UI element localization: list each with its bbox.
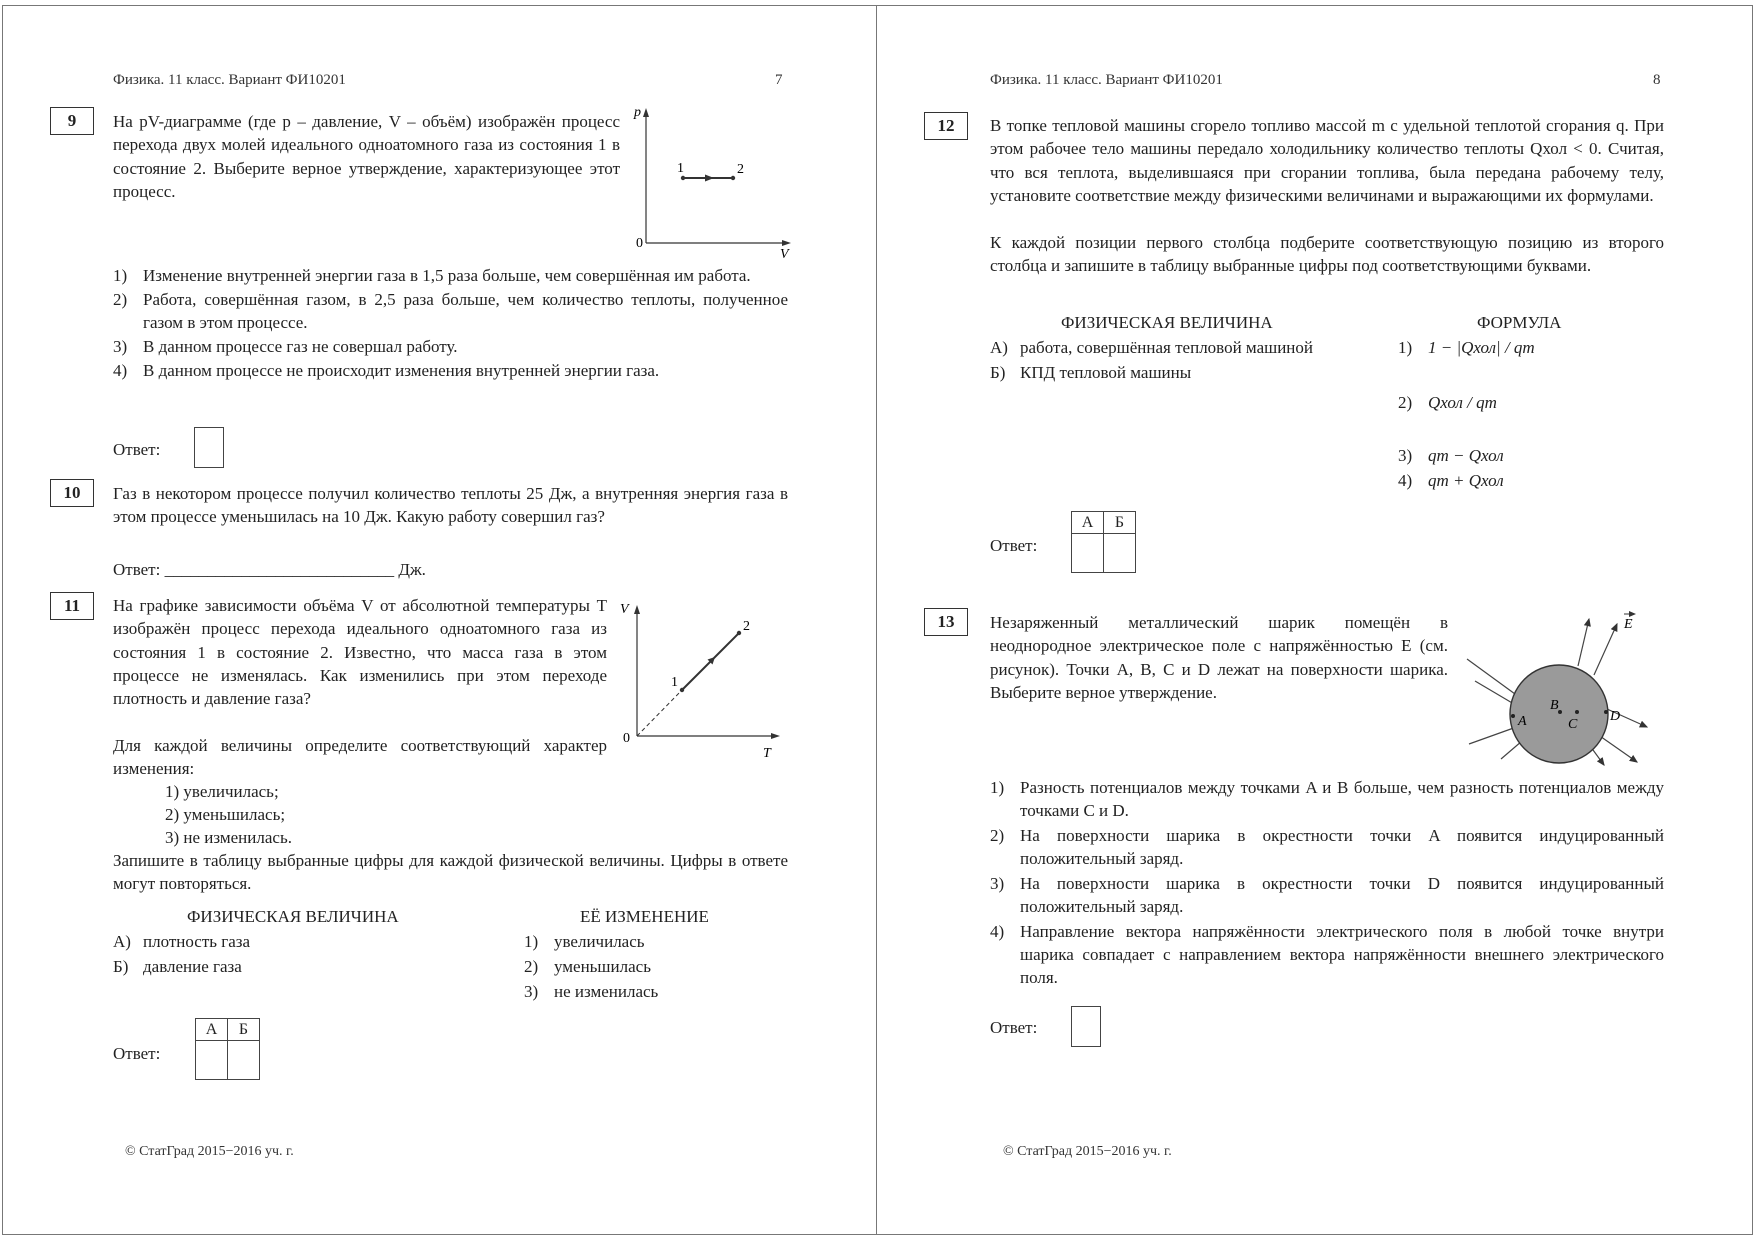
answer-option: 1) Разность потенциалов между точками A и B больше, чем разность потенциалов между точками C и D. xyxy=(990,778,1664,820)
answer-cell[interactable] xyxy=(228,1041,260,1080)
copyright: © СтатГрад 2015−2016 уч. г. xyxy=(1003,1144,1172,1159)
answer-line xyxy=(113,558,426,581)
answer-cell[interactable] xyxy=(1104,534,1136,573)
page-header: Физика. 11 класс. Вариант ФИ10201 xyxy=(990,72,1223,88)
answer-cell[interactable] xyxy=(1072,534,1104,573)
point-a-label: A xyxy=(1518,714,1527,729)
question-number: 9 xyxy=(50,107,94,135)
answer-cell[interactable] xyxy=(196,1041,228,1080)
answer-option: 4) В данном процессе не происходит изменения внутренней энергии газа. xyxy=(113,361,660,380)
axis-label-v: V xyxy=(780,247,789,262)
point-c-label: C xyxy=(1568,717,1578,732)
question-text: Незаряженный металлический шарик помещён в неоднородное электрическое поле с напряжённостью E (см. рисунок). Точки A, B, C и D лежат на поверхности шарика. Выберите верное утверждение. xyxy=(990,613,1448,702)
origin-label: 0 xyxy=(636,236,643,251)
answer-option: 1) Изменение внутренней энергии газа в 1,5 раза больше, чем совершённая им работа. xyxy=(113,266,751,285)
page-number: 8 xyxy=(1653,72,1661,88)
quantity-item: Б) КПД тепловой машины xyxy=(990,363,1192,382)
formula-text: qm + Qхол xyxy=(1428,471,1504,490)
column-header: ФИЗИЧЕСКАЯ ВЕЛИЧИНА xyxy=(1061,313,1273,332)
answer-unit: Дж. xyxy=(398,560,426,579)
page-header: Физика. 11 класс. Вариант ФИ10201 xyxy=(113,72,346,88)
answer-option: 3) В данном процессе газ не совершал работу. xyxy=(113,337,458,356)
copyright: © СтатГрад 2015−2016 уч. г. xyxy=(125,1144,294,1159)
answer-label: Ответ: xyxy=(990,536,1038,555)
formula-item: 2) Qхол / qm xyxy=(1398,393,1497,412)
column-header: ФОРМУЛА xyxy=(1477,313,1562,332)
answer-box[interactable] xyxy=(194,427,224,468)
axis-label-t: T xyxy=(763,746,771,760)
quantity-item: А) работа, совершённая тепловой машиной xyxy=(990,338,1314,357)
answer-table-header: А xyxy=(1072,512,1104,534)
answer-label: Ответ: xyxy=(113,1044,161,1063)
column-header: ЕЁ ИЗМЕНЕНИЕ xyxy=(580,907,709,926)
left-page xyxy=(2,5,877,1235)
change-item: 1) увеличилась xyxy=(524,932,645,951)
question-text: На pV-диаграмме (где p – давление, V – объём) изображён процесс перехода двух молей идеального одноатомного газа из состояния 1 в состояние 2. Выберите верное утверждение, характеризующее этот процесс. xyxy=(113,112,620,201)
answer-option: 2) На поверхности шарика в окрестности точки A появится индуцированный положительный заряд. xyxy=(990,826,1664,868)
question-text: В топке тепловой машины сгорело топливо массой m с удельной теплотой сгорания q. При этом рабочее тело машины передало холодильнику количество теплоты Qхол < 0. Считая, что вся теплота, выделившаяся при сгорании топлива, была передана рабочему телу, установите соответствие между физическими величинами и выражающими их формулами. xyxy=(990,116,1664,205)
formula-text: 1 − |Qхол| / qm xyxy=(1428,338,1535,357)
state-1-label: 1 xyxy=(671,675,678,690)
page-number: 7 xyxy=(775,72,783,88)
quantity-item: А) плотность газа xyxy=(113,932,251,951)
change-option: 2) уменьшилась; xyxy=(165,805,286,824)
answer-table-header: А xyxy=(196,1019,228,1041)
options-list xyxy=(113,264,788,382)
question-text: На графике зависимости объёма V от абсолютной температуры T изображён процесс перехода идеального одноатомного газа из состояния 1 в состояние 2. Известно, что масса газа в этом процессе не изменялась. Как изменились при этом переходе плотность и давление газа? xyxy=(113,596,607,709)
state-1-label: 1 xyxy=(677,161,684,176)
answer-option: 4) Направление вектора напряжённости электрического поля в любой точке внутри шарика совпадает с направлением вектора напряжённости внешнего электрического поля. xyxy=(990,922,1664,987)
formula-item: 3) qm − Qхол xyxy=(1398,446,1504,465)
answer-label: Ответ: xyxy=(113,440,161,459)
answer-label: Ответ: xyxy=(113,560,161,579)
change-item: 2) уменьшилась xyxy=(524,957,651,976)
question-instruction: К каждой позиции первого столбца подберите соответствующую позицию из второго столбца и запишите в таблицу выбранные цифры под соответствующими буквами. xyxy=(990,233,1664,276)
change-item: 3) не изменилась xyxy=(524,982,659,1001)
answer-table-header: Б xyxy=(228,1019,260,1041)
answer-box[interactable] xyxy=(1071,1006,1101,1047)
change-option: 1) увеличилась; xyxy=(165,782,279,801)
question-text: Газ в некотором процессе получил количество теплоты 25 Дж, а внутренняя энергия газа в этом процессе уменьшилась на 10 Дж. Какую работу совершил газ? xyxy=(113,484,788,527)
point-d-label: D xyxy=(1610,709,1621,724)
charged-sphere-figure xyxy=(1457,609,1657,769)
question-instruction: Для каждой величины определите соответствующий характер изменения: xyxy=(113,736,607,779)
question-note: Запишите в таблицу выбранные цифры для каждой физической величины. Цифры в ответе могут повторяться. xyxy=(113,851,788,894)
answer-table xyxy=(195,1018,260,1080)
quantity-item: Б) давление газа xyxy=(113,957,242,976)
origin-label: 0 xyxy=(623,731,630,746)
axis-label-v: V xyxy=(620,602,629,617)
answer-table-header: Б xyxy=(1104,512,1136,534)
formula-item: 4) qm + Qхол xyxy=(1398,471,1504,490)
question-number: 10 xyxy=(50,479,94,507)
column-header: ФИЗИЧЕСКАЯ ВЕЛИЧИНА xyxy=(187,907,399,926)
formula-text: Qхол / qm xyxy=(1428,393,1497,412)
state-2-label: 2 xyxy=(737,162,744,177)
question-number: 13 xyxy=(924,608,968,636)
field-vector-label: E xyxy=(1624,617,1633,632)
answer-table xyxy=(1071,511,1136,573)
answer-option: 3) На поверхности шарика в окрестности точки D появится индуцированный положительный заряд. xyxy=(990,874,1664,916)
options-list xyxy=(990,776,1664,989)
answer-option: 2) Работа, совершённая газом, в 2,5 раза больше, чем количество теплоты, полученное газом в этом процессе. xyxy=(113,290,788,332)
state-2-label: 2 xyxy=(743,619,750,634)
axis-label-p: p xyxy=(634,106,641,120)
formula-text: qm − Qхол xyxy=(1428,446,1504,465)
answer-label: Ответ: xyxy=(990,1018,1038,1037)
question-number: 11 xyxy=(50,592,94,620)
question-number: 12 xyxy=(924,112,968,140)
right-page xyxy=(876,5,1753,1235)
vt-diagram xyxy=(617,600,787,760)
pv-diagram xyxy=(625,106,795,262)
change-option: 3) не изменилась. xyxy=(165,828,292,847)
answer-blank[interactable]: ___________________________ xyxy=(164,560,395,579)
point-b-label: B xyxy=(1550,698,1559,713)
formula-item: 1) 1 − |Qхол| / qm xyxy=(1398,338,1535,357)
